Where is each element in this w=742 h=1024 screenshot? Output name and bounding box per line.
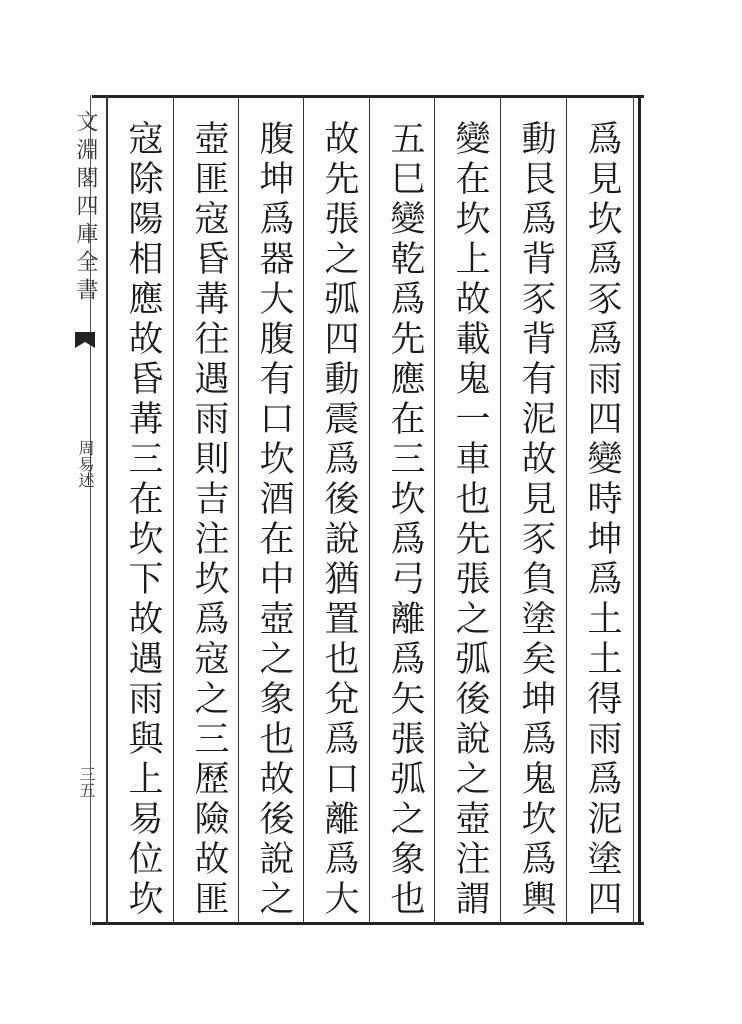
column-rule bbox=[500, 98, 501, 922]
frame-left-border bbox=[106, 95, 108, 925]
column-rule bbox=[566, 98, 567, 922]
text-column-3: 變在坎上故載鬼一車也先張之弧後說之壺注謂 bbox=[450, 120, 490, 920]
frame-top-border bbox=[92, 95, 644, 98]
gutter-title: 文淵閣四庫全書 bbox=[73, 110, 98, 306]
frame-bottom-border bbox=[92, 922, 644, 925]
text-column-4: 五巳變乾爲先應在三坎爲弓離爲矢張弧之象也 bbox=[385, 120, 425, 920]
frame-right-inner-border bbox=[633, 95, 634, 925]
text-column-6: 腹坤爲器大腹有口坎酒在中壺之象也故後說之 bbox=[254, 120, 294, 920]
column-rule bbox=[173, 98, 174, 922]
frame-right-border bbox=[638, 95, 641, 925]
column-rule bbox=[369, 98, 370, 922]
text-column-8: 寇除陽相應故昏冓三在坎下故遇雨與上易位坎 bbox=[123, 120, 163, 920]
text-column-1: 爲見坎爲豕爲雨四變時坤爲土土得雨爲泥塗四 bbox=[582, 120, 622, 920]
text-column-2: 動艮爲背豕背有泥故見豕負塗矣坤爲鬼坎爲輿 bbox=[516, 120, 556, 920]
text-column-5: 故先張之弧四動震爲後說猶置也兌爲口離爲大 bbox=[319, 120, 359, 920]
gutter-page-number: 三五 bbox=[77, 766, 96, 798]
text-column-7: 壺匪寇昏冓往遇雨則吉注坎爲寇之三歷險故匪 bbox=[189, 120, 229, 920]
fishtail-mark-icon bbox=[73, 330, 97, 350]
gutter-subtitle: 周易述 bbox=[76, 440, 95, 488]
